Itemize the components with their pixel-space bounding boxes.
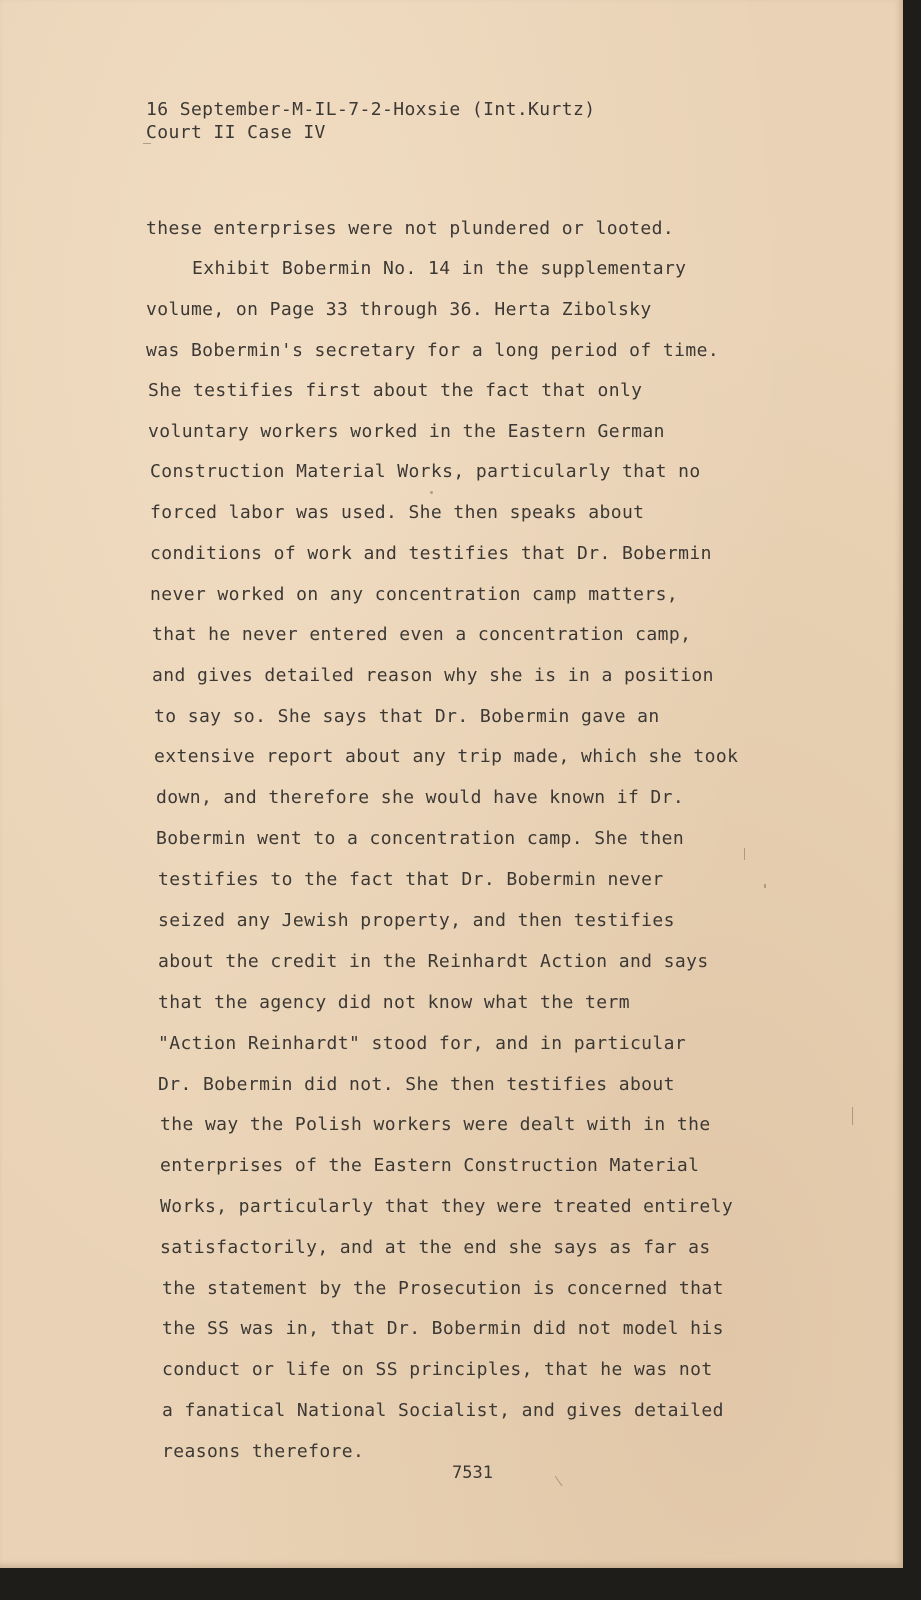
- body-line: reasons therefore.: [162, 1441, 365, 1462]
- body-line: Construction Material Works, particularly that no: [150, 461, 701, 482]
- body-line: volume, on Page 33 through 36. Herta Zibolsky: [146, 299, 652, 320]
- body-line: about the credit in the Reinhardt Action and says: [158, 951, 709, 972]
- body-line: Works, particularly that they were treated entirely: [160, 1196, 734, 1217]
- body-line: the statement by the Prosecution is concerned that: [162, 1278, 724, 1299]
- body-line: down, and therefore she would have known if Dr.: [156, 787, 685, 808]
- body-line: She testifies first about the fact that only: [148, 380, 643, 401]
- paper-mark: [143, 143, 151, 144]
- header-line-2: Court II Case IV: [146, 122, 326, 143]
- body-line: conditions of work and testifies that Dr. Bobermin: [150, 543, 712, 564]
- body-line: "Action Reinhardt" stood for, and in particular: [158, 1033, 687, 1054]
- body-line: was Bobermin's secretary for a long period of time.: [146, 340, 720, 361]
- body-line: Bobermin went to a concentration camp. She then: [156, 828, 685, 849]
- body-line: conduct or life on SS principles, that he was not: [162, 1359, 713, 1380]
- body-line: forced labor was used. She then speaks about: [150, 502, 645, 523]
- body-line: extensive report about any trip made, which she took: [154, 746, 739, 767]
- paper-mark: [764, 884, 766, 888]
- paper-mark: [555, 1476, 563, 1486]
- body-line: the SS was in, that Dr. Bobermin did not model his: [162, 1318, 724, 1339]
- body-line: that he never entered even a concentration camp,: [152, 624, 692, 645]
- body-line: a fanatical National Socialist, and gives detailed: [162, 1400, 724, 1421]
- body-line: the way the Polish workers were dealt with in the: [160, 1114, 711, 1135]
- paper-mark: [744, 848, 745, 860]
- page-number: 7531: [452, 1463, 493, 1483]
- paper-mark: [852, 1107, 853, 1125]
- header-line-1: 16 September-M-IL-7-2-Hoxsie (Int.Kurtz): [146, 99, 596, 120]
- body-line: voluntary workers worked in the Eastern German: [148, 421, 665, 442]
- body-line: to say so. She says that Dr. Bobermin gave an: [154, 706, 660, 727]
- body-line: Dr. Bobermin did not. She then testifies about: [158, 1074, 675, 1095]
- paper-mark: [430, 491, 433, 494]
- body-line: satisfactorily, and at the end she says as far as: [160, 1237, 711, 1258]
- body-line: seized any Jewish property, and then testifies: [158, 910, 675, 931]
- body-line: that the agency did not know what the term: [158, 992, 630, 1013]
- body-line: testifies to the fact that Dr. Bobermin never: [158, 869, 664, 890]
- body-line: and gives detailed reason why she is in a position: [152, 665, 714, 686]
- body-line: these enterprises were not plundered or looted.: [146, 218, 675, 239]
- document-header: [146, 98, 595, 144]
- body-line: Exhibit Bobermin No. 14 in the supplementary: [192, 258, 687, 279]
- body-line: never worked on any concentration camp matters,: [150, 584, 679, 605]
- body-line: enterprises of the Eastern Construction Material: [160, 1155, 700, 1176]
